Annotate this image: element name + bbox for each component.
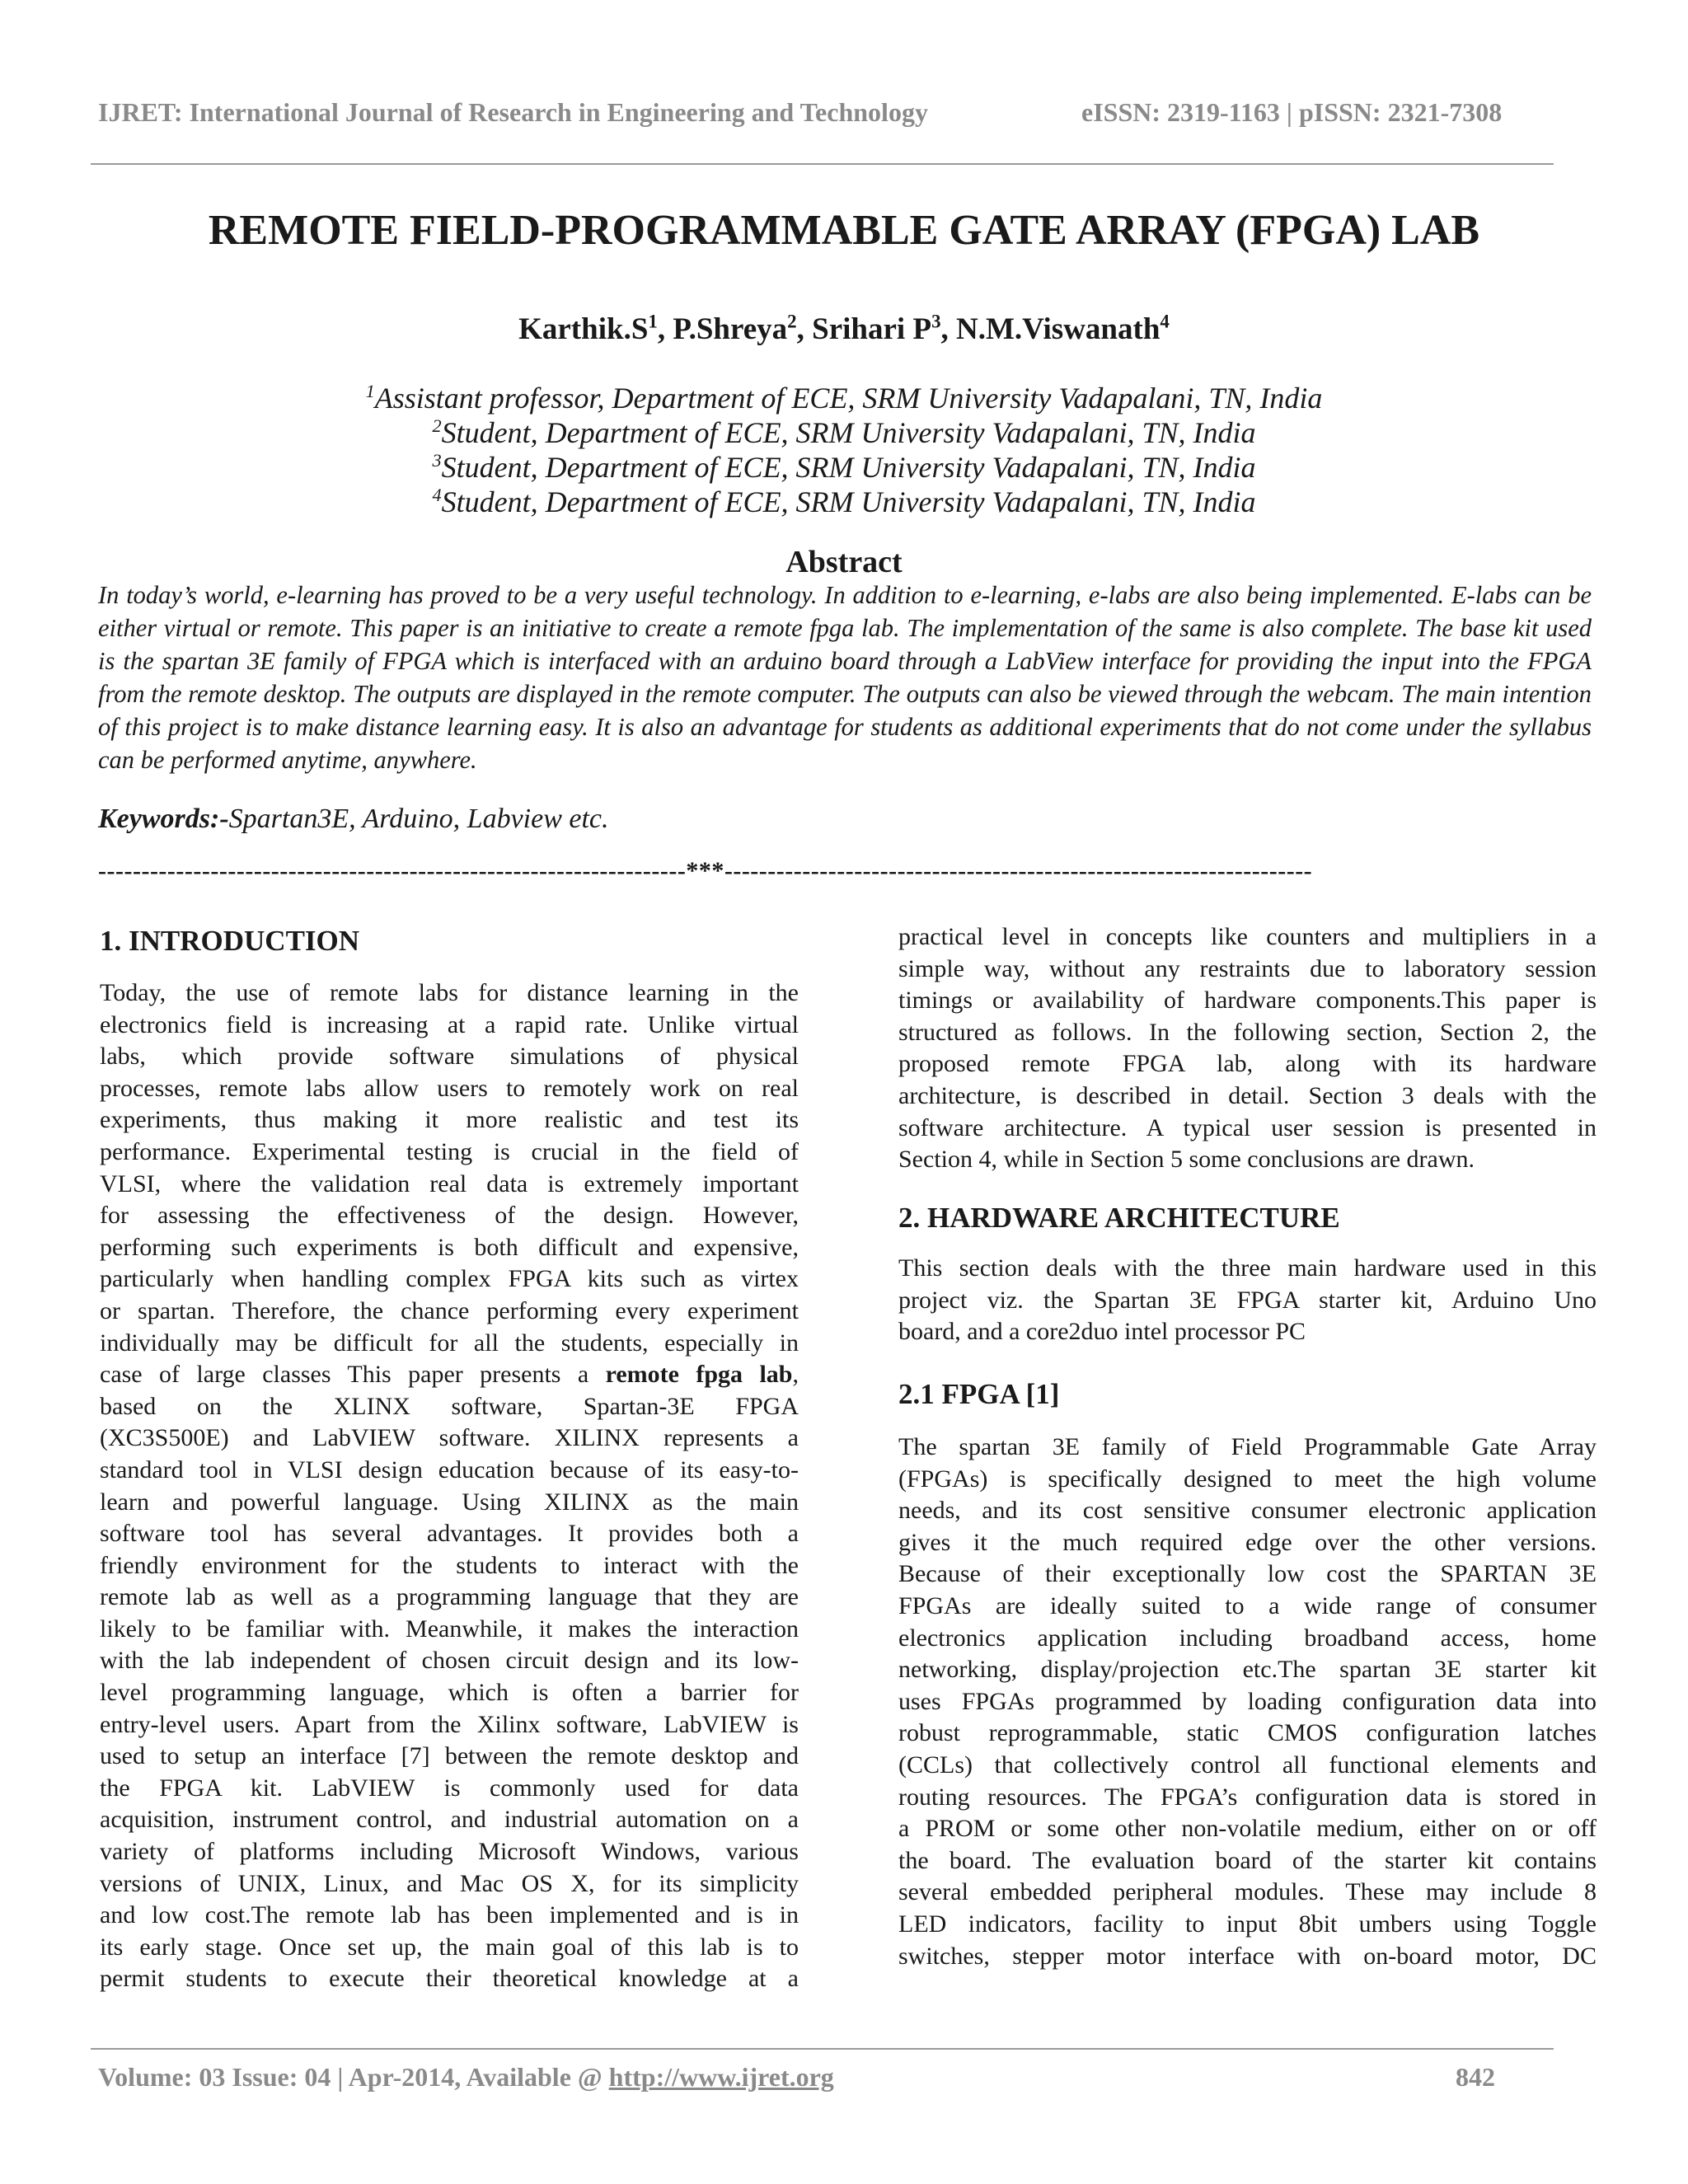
text-line: simple way, without any restraints due to laboratory session — [898, 954, 1597, 982]
text-line: versions of UNIX, Linux, and Mac OS X, for its simplicity — [100, 1869, 799, 1897]
text-line: individually may be difficult for all the students, especially in — [100, 1329, 799, 1357]
paper-title: REMOTE FIELD-PROGRAMMABLE GATE ARRAY (FPGA) LAB — [208, 207, 1480, 254]
affiliation-text: Student, Department of ECE, SRM University Vadapalani, TN, India — [441, 451, 1256, 484]
abstract-text: In today’s world, e-learning has proved to be a very useful technology. In addition to e-learning, e-labs are also being implemented. E-labs can be either virtual or remote. This paper is an initiative to create a remote fpga lab. The implementation of the same is also complete. The base kit used is the spartan 3E family of FPGA which is interfaced with an arduino board through a LabView interface for providing the input into the FPGA from the remote desktop. The outputs are displayed in the remote computer. The outputs can also be viewed through the webcam. The main intention of this project is to make distance learning easy. It is also an advantage for students as additional experiments that do not come under the syllabus can be performed anytime, anywhere. — [98, 581, 1592, 774]
keywords — [98, 804, 609, 835]
text-line: for assessing the effectiveness of the design. However, — [100, 1202, 799, 1230]
affiliation-mark: 3 — [432, 450, 442, 471]
text-line: processes, remote labs allow users to remotely work on real — [100, 1074, 799, 1102]
text-line: variety of platforms including Microsoft Windows, various — [100, 1838, 799, 1866]
text-line: LED indicators, facility to input 8bit umbers using Toggle — [898, 1910, 1597, 1938]
header-rule — [91, 163, 1554, 165]
author-list: $Karthik.S^1$, P.Shreya$^2$, Srihari $P^3$, N.M.Viswanath$^4$ — [518, 311, 1170, 346]
issn-header: eISSN: 2319-1163 | pISSN: 2321-7308 — [1081, 97, 1503, 127]
affiliation-text: Student, Department of ECE, SRM University Vadapalani, TN, India — [441, 416, 1256, 449]
text-line: software architecture. A typical user session is presented in — [898, 1113, 1597, 1141]
text-line: board, and a core2duo intel processor PC — [898, 1318, 1306, 1346]
affiliation-mark: 1 — [365, 381, 375, 401]
text-line: Section 4, while in Section 5 some conclusions are drawn. — [898, 1146, 1475, 1174]
footer-rule — [91, 2048, 1554, 2050]
text-line: performance. Experimental testing is crucial in the field of — [100, 1137, 799, 1165]
text-line: permit students to execute their theoretical knowledge at a — [100, 1965, 799, 1993]
author-name: P.Shreya — [673, 312, 788, 346]
author-name: N.M.Viswanath — [956, 312, 1160, 346]
text-line: remote lab as well as a programming language that they are — [100, 1583, 799, 1611]
text-line: structured as follows. In the following section, Section 2, the — [898, 1018, 1597, 1046]
text-line: learn and powerful language. Using XILINX as the main — [100, 1488, 799, 1516]
author-affiliation-mark: 2 — [787, 311, 797, 332]
text-line: its early stage. Once set up, the main goal of this lab is to — [100, 1933, 799, 1961]
section-heading-introduction: 1. INTRODUCTION — [100, 925, 360, 957]
text-line: entry-level users. Apart from the Xilinx software, LabVIEW is — [100, 1710, 799, 1738]
text-line: experiments, thus making it more realistic and test its — [100, 1106, 799, 1134]
text-line: The spartan 3E family of Field Programmable Gate Array — [898, 1433, 1597, 1460]
text-line: FPGAs are ideally suited to a wide range of consumer — [898, 1591, 1597, 1619]
author-affiliation-mark: 1 — [648, 311, 658, 332]
text-line: likely to be familiar with. Meanwhile, it makes the interaction — [100, 1615, 799, 1643]
journal-header: IJRET: International Journal of Research in Engineering and Technology — [98, 97, 928, 127]
text-line: labs, which provide software simulations of physical — [100, 1043, 799, 1071]
text-line: (FPGAs) is specifically designed to meet the high volume — [898, 1465, 1597, 1493]
text-line: a PROM or some other non-volatile medium, either on or off — [898, 1815, 1597, 1843]
text-line: gives it the much required edge over the other versions. — [898, 1528, 1597, 1556]
abstract-heading: Abstract — [785, 545, 903, 579]
affiliation-line — [0, 415, 1688, 450]
text-line: project viz. the Spartan 3E FPGA starter kit, Arduino Uno — [898, 1286, 1597, 1314]
text-line: level programming language, which is often a barrier for — [100, 1679, 799, 1707]
introduction-continued-text — [898, 921, 1597, 1176]
text-line: This section deals with the three main hardware used in this — [898, 1254, 1597, 1282]
affiliation-text: Student, Department of ECE, SRM University Vadapalani, TN, India — [441, 485, 1256, 518]
author-name: Srihari P — [812, 312, 932, 346]
text-line: the FPGA kit. LabVIEW is commonly used for data — [100, 1774, 799, 1802]
text-line: several embedded peripheral modules. These may include 8 — [898, 1878, 1597, 1906]
separator: --------------------------------------------------------------------***-------------------------------------------------------------------- — [98, 857, 1313, 884]
text-line: (XC3S500E) and LabVIEW software. XILINX represents a — [100, 1424, 799, 1452]
text-line: standard tool in VLSI design education because of its easy-to- — [100, 1455, 799, 1483]
text-line: practical level in concepts like counters and multipliers in a — [898, 923, 1597, 950]
text-line: software tool has several advantages. It provides both a — [100, 1520, 799, 1548]
text-line: performing such experiments is both difficult and expensive, — [100, 1233, 799, 1261]
text-line: architecture, is described in detail. Section 3 deals with the — [898, 1081, 1597, 1109]
affiliation-line — [0, 381, 1688, 415]
affiliation-mark: 4 — [432, 485, 442, 505]
introduction-text — [100, 977, 799, 1995]
text-line: with the lab independent of chosen circuit design and its low- — [100, 1647, 799, 1675]
text-line: robust reprogrammable, static CMOS configuration latches — [898, 1719, 1597, 1747]
text-line: routing resources. The FPGA’s configuration data is stored in — [898, 1783, 1597, 1811]
keywords-text: Spartan3E, Arduino, Labview etc. — [228, 804, 609, 834]
text-line: electronics application including broadband access, home — [898, 1624, 1597, 1652]
text-line: friendly environment for the students to interact with the — [100, 1551, 799, 1579]
text-line: networking, display/projection etc.The spartan 3E starter kit — [898, 1656, 1597, 1684]
text-line: the board. The evaluation board of the starter kit contains — [898, 1846, 1597, 1874]
text-line: electronics field is increasing at a rapid rate. Unlike virtual — [100, 1010, 799, 1038]
affiliation-text: Assistant professor, Department of ECE, SRM University Vadapalani, TN, India — [374, 382, 1323, 415]
text-line: or spartan. Therefore, the chance performing every experiment — [100, 1296, 799, 1324]
section-heading-fpga: 2.1 FPGA [1] — [898, 1378, 1060, 1410]
author-affiliation-mark: 4 — [1160, 311, 1170, 332]
text-line: needs, and its cost sensitive consumer electronic application — [898, 1497, 1597, 1525]
author-name: Karthik.S — [518, 312, 649, 346]
author-affiliation-mark: 3 — [931, 311, 941, 332]
text-line: and low cost.The remote lab has been implemented and is in — [100, 1901, 799, 1929]
affiliation-line — [0, 450, 1688, 485]
text-line: particularly when handling complex FPGA kits such as virtex — [100, 1265, 799, 1293]
page-number: 842 — [1456, 2062, 1495, 2092]
text-line: case of large classes This paper presents a remote fpga lab, — [100, 1361, 799, 1389]
affiliation-line — [0, 485, 1688, 519]
footer-volume — [98, 2062, 834, 2093]
hardware-text — [898, 1253, 1597, 1348]
text-line: switches, stepper motor interface with on-board motor, DC — [898, 1942, 1597, 1970]
text-line: Today, the use of remote labs for distance learning in the — [100, 979, 799, 1006]
affiliation-mark: 2 — [432, 415, 442, 436]
section-heading-hardware: 2. HARDWARE ARCHITECTURE — [898, 1202, 1340, 1234]
text-line: acquisition, instrument control, and industrial automation on a — [100, 1806, 799, 1834]
text-line: based on the XLINX software, Spartan-3E FPGA — [100, 1392, 799, 1420]
text-line: Because of their exceptionally low cost the SPARTAN 3E — [898, 1560, 1597, 1588]
text-line: proposed remote FPGA lab, along with its hardware — [898, 1050, 1597, 1078]
keywords-label: Keywords:- — [98, 804, 229, 834]
footer-volume-text: Volume: 03 Issue: 04 | Apr-2014, Available @ — [98, 2062, 609, 2092]
fpga-text — [898, 1432, 1597, 1972]
text-line: uses FPGAs programmed by loading configuration data into — [898, 1687, 1597, 1715]
text-line: (CCLs) that collectively control all functional elements and — [898, 1750, 1597, 1779]
bold-phrase: remote fpga lab — [605, 1361, 793, 1389]
text-line: timings or availability of hardware components.This paper is — [898, 987, 1597, 1015]
footer-url-link[interactable]: http://www.ijret.org — [608, 2062, 834, 2092]
text-line: VLSI, where the validation real data is extremely important — [100, 1169, 799, 1197]
text-line: used to setup an interface [7] between the remote desktop and — [100, 1742, 799, 1770]
